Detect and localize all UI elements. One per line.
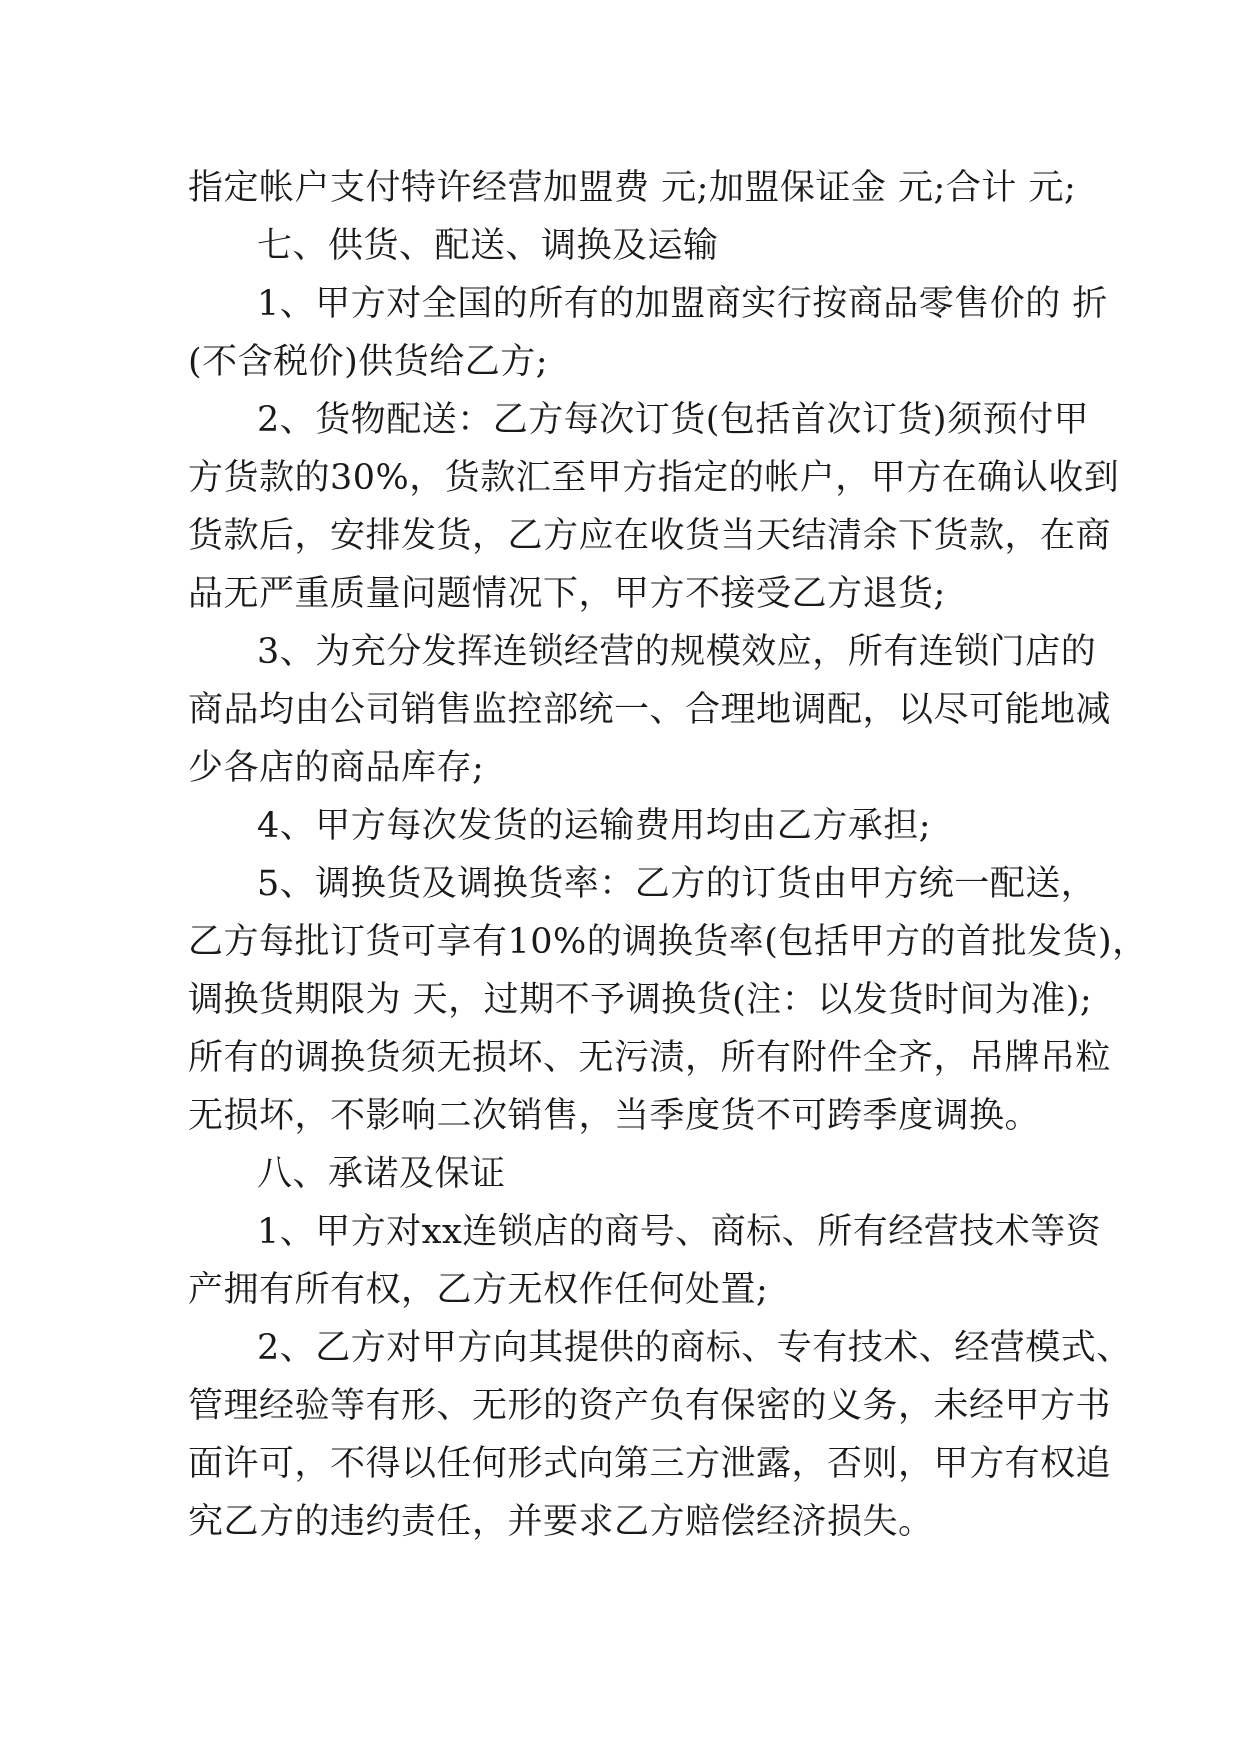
clause-8-2-line-3: 面许可，不得以任何形式向第三方泄露，否则，甲方有权追 [188,1444,1112,1484]
clause-7-3-line-1: 3、为充分发挥连锁经营的规模效应，所有连锁门店的 [257,632,1097,672]
clause-8-1-line-2: 产拥有所有权，乙方无权作任何处置; [188,1270,769,1310]
clause-7-5-line-4: 所有的调换货须无损坏、无污渍，所有附件全齐，吊牌吊粒 [188,1038,1112,1078]
clause-7-5-line-2: 乙方每批订货可享有10%的调换货率(包括甲方的首批发货)， [188,922,1148,962]
clause-8-1-line-1: 1、甲方对xx连锁店的商号、商标、所有经营技术等资 [257,1212,1102,1252]
clause-7-3-line-3: 少各店的商品库存; [188,748,485,788]
body-line-fee-clause: 指定帐户支付特许经营加盟费 元;加盟保证金 元;合计 元; [188,168,1077,208]
clause-7-5-line-3: 调换货期限为 天，过期不予调换货(注：以发货时间为准); [188,980,1093,1020]
section-heading-commitments: 八、承诺及保证 [257,1154,506,1194]
section-heading-supply: 七、供货、配送、调换及运输 [257,226,719,266]
clause-7-5-line-5: 无损坏，不影响二次销售，当季度货不可跨季度调换。 [188,1096,1041,1136]
clause-7-4-line-1: 4、甲方每次发货的运输费用均由乙方承担; [257,806,932,846]
clause-7-2-line-4: 品无严重质量问题情况下，甲方不接受乙方退货; [188,574,946,614]
clause-8-2-line-2: 管理经验等有形、无形的资产负有保密的义务，未经甲方书 [188,1386,1112,1426]
clause-7-2-line-1: 2、货物配送：乙方每次订货(包括首次订货)须预付甲 [257,400,1090,440]
clause-7-1-line-2: (不含税价)供货给乙方; [188,342,549,382]
clause-7-3-line-2: 商品均由公司销售监控部统一、合理地调配，以尽可能地减 [188,690,1112,730]
clause-8-2-line-1: 2、乙方对甲方向其提供的商标、专有技术、经营模式、 [257,1328,1132,1368]
clause-7-2-line-3: 货款后，安排发货，乙方应在收货当天结清余下货款，在商 [188,516,1112,556]
clause-7-5-line-1: 5、调换货及调换货率：乙方的订货由甲方统一配送， [257,864,1097,904]
clause-8-2-line-4: 究乙方的违约责任，并要求乙方赔偿经济损失。 [188,1502,934,1542]
clause-7-1-line-1: 1、甲方对全国的所有的加盟商实行按商品零售价的 折 [257,284,1108,324]
clause-7-2-line-2: 方货款的30%，货款汇至甲方指定的帐户，甲方在确认收到 [188,458,1120,498]
